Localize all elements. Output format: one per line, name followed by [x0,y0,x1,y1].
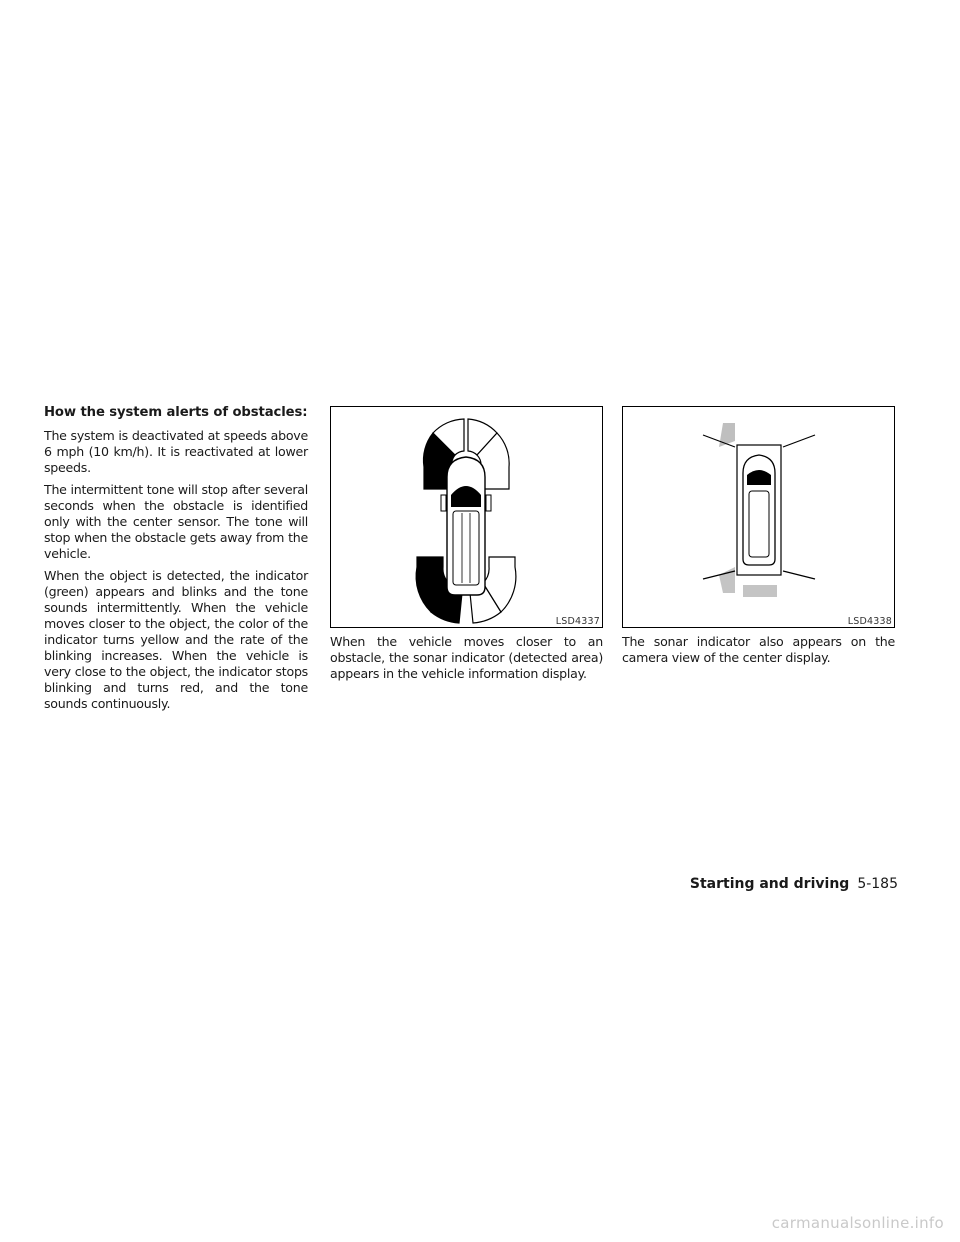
page-footer [690,876,898,892]
paragraph-tone-stop: The intermittent tone will stop after several seconds when the obstacle is identified only with the center sensor. The tone will stop when the obstacle gets away from the vehicle. [44,482,308,561]
footer-section-title: Starting and driving [689,876,850,892]
page-number: 5-185 [857,876,898,892]
paragraph-deactivation: The system is deactivated at speeds above 6 mph (10 km/h). It is reactivated at lower speeds. [44,428,308,475]
figure-code: LSD4338 [847,616,892,627]
caption-text: When the vehicle moves closer to an obstacle, the sonar indicator (detected area) appears in the vehicle information display. [330,634,603,681]
paragraph-indicator-colors: When the object is detected, the indicator (green) appears and blinks and the tone sounds intermittently. When the vehicle moves closer to the object, the color of the indicator turns yellow and the rate of the blinking increases. When the vehicle is very close to the object, the indicator stops blinking and turns red, and the tone sounds continuously. [44,568,308,711]
sonar-display-illustration [331,407,602,627]
guide-line-front-right [783,435,815,447]
vehicle-top-view [441,457,491,595]
watermark: carmanualsonline.info [771,1214,944,1232]
caption-text: The sonar indicator also appears on the camera view of the center display. [622,634,895,665]
figure1-caption [330,634,603,688]
rear-left-detected-zone [719,567,735,593]
camera-view-illustration [623,407,894,627]
figure-sonar-vehicle-display [330,406,603,628]
rear-detected-zone [743,585,777,597]
guide-line-rear-right [783,571,815,579]
left-column [44,405,308,718]
figure2-caption [622,634,895,672]
vehicle-top-view [743,455,775,565]
figure-sonar-camera-view [622,406,895,628]
figure-code: LSD4337 [555,616,600,627]
section-heading: How the system alerts of obstacles: [44,405,308,420]
